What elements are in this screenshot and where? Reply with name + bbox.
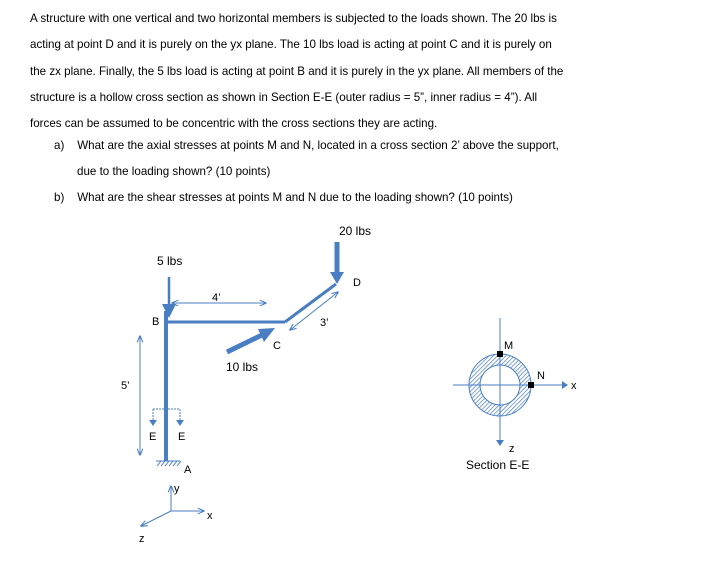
global-axes bbox=[141, 486, 204, 526]
dimension-4ft-label: 4’ bbox=[212, 292, 221, 304]
section-title: Section E-E bbox=[466, 458, 530, 472]
question-a-label: a) bbox=[54, 139, 65, 152]
section-point-m-label: M bbox=[504, 340, 514, 352]
problem-line-1: A structure with one vertical and two horizontal members is subjected to the loads shown. The 20 lbs is bbox=[30, 12, 557, 25]
point-b-label: B bbox=[152, 316, 160, 328]
problem-line-3: the zx plane. Finally, the 5 lbs load is acting at point B and it is purely in the yx plane. All members of the bbox=[30, 64, 564, 78]
point-d-label: D bbox=[353, 277, 361, 289]
fixed-support bbox=[156, 461, 181, 466]
load-20-lbs-label: 20 lbs bbox=[339, 224, 372, 238]
dimension-3ft bbox=[290, 292, 338, 330]
axis-z-label: z bbox=[139, 533, 145, 545]
section-point-n-label: N bbox=[537, 370, 545, 382]
point-c-label: C bbox=[273, 340, 281, 352]
question-a-continued: due to the loading shown? (10 points) bbox=[77, 165, 271, 178]
load-10-lbs-arrow bbox=[227, 328, 275, 352]
question-b-label: b) bbox=[54, 191, 65, 204]
question-a-text: What are the axial stresses at points M and N, located in a cross section 2’ above the support, bbox=[77, 139, 559, 152]
axis-x-label: x bbox=[207, 510, 213, 522]
load-20-lbs-arrow bbox=[330, 242, 344, 284]
section-axis-z-label: z bbox=[509, 443, 515, 455]
dimension-5ft-label: 5’ bbox=[121, 380, 130, 392]
load-5-lbs-label: 5 lbs bbox=[157, 254, 183, 268]
section-point-n bbox=[528, 382, 534, 388]
load-10-lbs-label: 10 lbs bbox=[226, 360, 259, 374]
point-e-right-label: E bbox=[178, 431, 186, 443]
section-axis-x-label: x bbox=[571, 380, 577, 392]
dimension-3ft-label: 3’ bbox=[320, 317, 329, 329]
point-e-left-label: E bbox=[149, 431, 157, 443]
problem-line-4: structure is a hollow cross section as shown in Section E-E (outer radius = 5”, inner radius = 4”). All bbox=[30, 90, 538, 104]
axis-y-label: y bbox=[174, 483, 180, 495]
problem-line-5: forces can be assumed to be concentric with the cross sections they are acting. bbox=[30, 117, 438, 131]
problem-line-2: acting at point D and it is purely on the yx plane. The 10 lbs load is acting at point C and it is purely on bbox=[30, 38, 552, 52]
section-point-m bbox=[497, 351, 503, 357]
question-b-text: What are the shear stresses at points M and N due to the loading shown? (10 points) bbox=[77, 191, 513, 204]
point-a-label: A bbox=[184, 464, 192, 476]
